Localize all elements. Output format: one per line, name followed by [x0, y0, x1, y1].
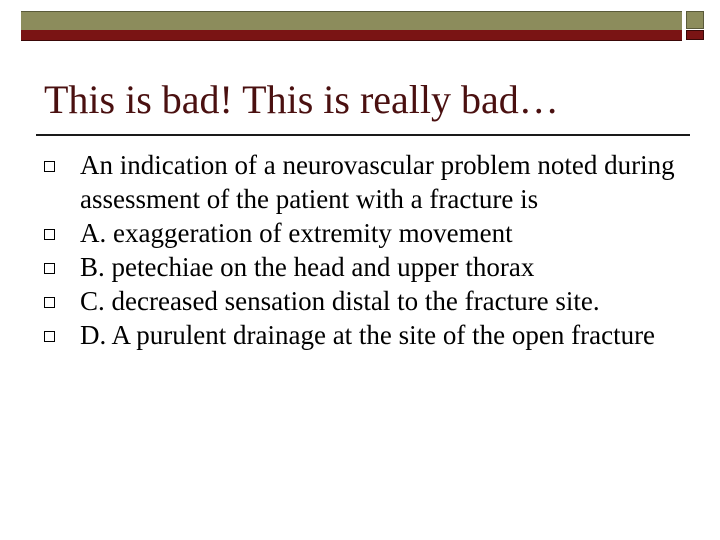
bullet-list — [44, 148, 684, 352]
bullet-text: An indication of a neurovascular problem noted during assessment of the patient with a fracture is — [80, 150, 675, 214]
slide-title: This is bad! This is really bad… — [44, 77, 559, 122]
top-band-olive — [21, 11, 682, 31]
bullet-item-option-c — [44, 284, 684, 318]
bullet-text: D. A purulent drainage at the site of the open fracture — [80, 320, 656, 350]
corner-square-red — [686, 30, 704, 40]
bullet-item-option-d — [44, 318, 684, 352]
hollow-square-icon — [44, 297, 55, 308]
hollow-square-icon — [44, 229, 55, 240]
corner-square-olive — [686, 11, 704, 29]
bullet-text: B. petechiae on the head and upper thorax — [80, 252, 535, 282]
hollow-square-icon — [44, 161, 55, 172]
title-divider — [36, 134, 690, 136]
hollow-square-icon — [44, 331, 55, 342]
bullet-item-option-b — [44, 250, 684, 284]
bullet-text: A. exaggeration of extremity movement — [80, 218, 513, 248]
bullet-item-question — [44, 148, 684, 216]
bullet-item-option-a — [44, 216, 684, 250]
bullet-text: C. decreased sensation distal to the fracture site. — [80, 286, 600, 316]
top-band-red — [21, 30, 682, 41]
hollow-square-icon — [44, 263, 55, 274]
